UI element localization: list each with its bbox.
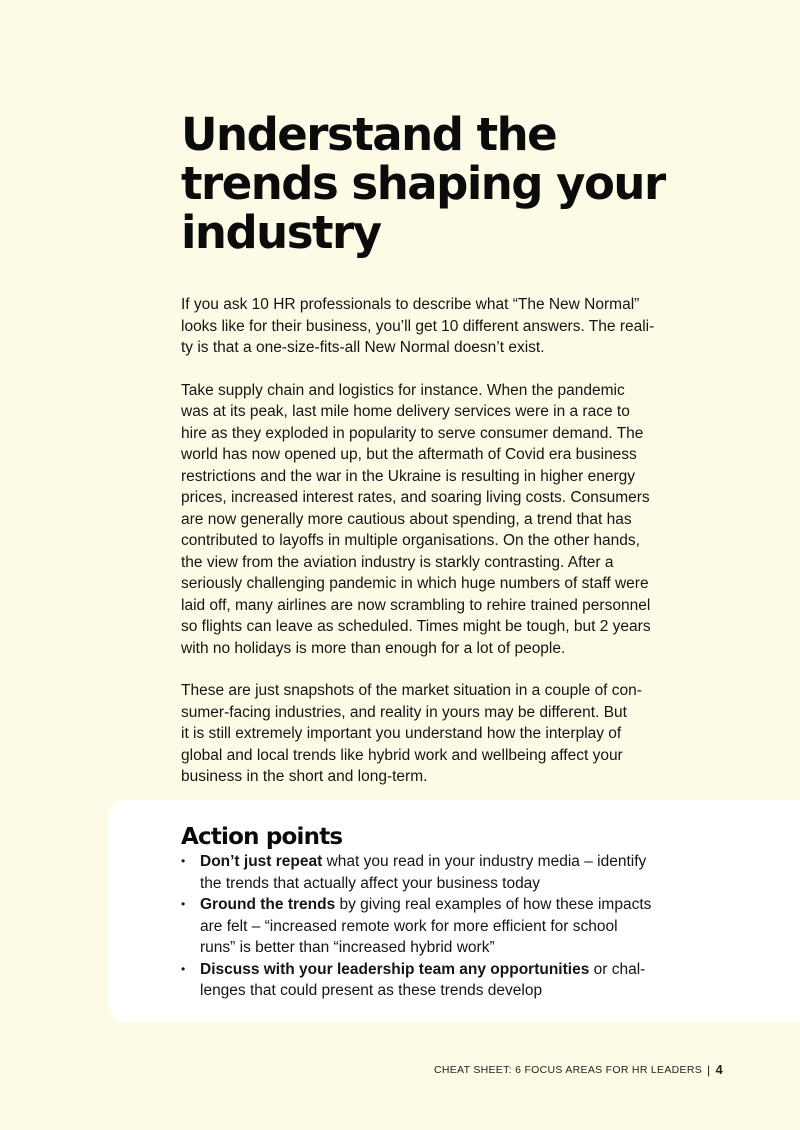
snapshots-paragraph (181, 680, 701, 788)
text-line: it is still extremely important you understand how the interplay of (181, 725, 622, 742)
text-line: Take supply chain and logistics for instance. When the pandemic (181, 381, 625, 399)
text-line: are now generally more cautious about spending, a trend that has (181, 510, 632, 528)
bullet-icon: • (181, 897, 186, 911)
body-text (181, 294, 701, 809)
action-point-emphasis: Ground the trends (200, 896, 336, 913)
text-line: lenges that could present as these trends develop (200, 982, 543, 999)
text-line: runs” is better than “increased hybrid work” (200, 939, 495, 956)
text-line: with no holidays is more than enough for a lot of people. (181, 639, 566, 657)
text-line: restrictions and the war in the Ukraine is resulting in higher energy (181, 467, 636, 485)
footer-label: CHEAT SHEET: 6 FOCUS AREAS FOR HR LEADERS (433, 1063, 703, 1076)
text-line: contributed to layoffs in multiple organisations. On the other hands, (181, 532, 640, 549)
text-line: seriously challenging pandemic in which huge numbers of staff were (181, 575, 649, 592)
action-points-heading: Action points (181, 824, 343, 850)
text-line (200, 851, 721, 873)
bullet-icon: • (181, 961, 186, 976)
action-point-text: by giving real examples of how these impacts (335, 896, 652, 913)
text-line: was at its peak, last mile home delivery services were in a race to (181, 403, 630, 420)
action-point-item (181, 959, 721, 1002)
text-line: business in the short and long-term. (181, 768, 428, 785)
title-line: Understand the (181, 108, 557, 161)
page-title (181, 110, 701, 257)
text-line: If you ask 10 HR professionals to describe what “The New Normal” (181, 296, 640, 313)
bullet-icon: • (181, 854, 186, 868)
text-line: so flights can leave as scheduled. Times might be tough, but 2 years (181, 618, 651, 635)
footer-separator: | (707, 1062, 711, 1077)
text-line: global and local trends like hybrid work and wellbeing affect your (181, 746, 623, 764)
text-line (200, 894, 721, 916)
page-number: 4 (715, 1062, 723, 1077)
supply-chain-paragraph (181, 380, 701, 660)
title-line: trends shaping your (181, 157, 665, 210)
action-point-item (181, 851, 721, 894)
text-line: are felt – “increased remote work for more efficient for school (200, 917, 618, 935)
text-line: sumer-facing industries, and reality in yours may be different. But (181, 703, 627, 721)
text-line: the trends that actually affect your business today (200, 874, 541, 892)
action-point-emphasis: Don’t just repeat (200, 853, 323, 870)
title-line: industry (181, 206, 381, 259)
text-line: These are just snapshots of the market situation in a couple of con- (181, 682, 642, 699)
action-point-text: what you read in your industry media – identify (322, 853, 647, 870)
intro-paragraph (181, 294, 701, 359)
action-points-list (181, 851, 721, 1002)
action-point-item (181, 894, 721, 959)
action-point-emphasis: Discuss with your leadership team any opportunities (200, 960, 590, 978)
text-line: hire as they exploded in popularity to serve consumer demand. The (181, 424, 644, 442)
action-point-text: or chal- (589, 960, 646, 978)
text-line: the view from the aviation industry is starkly contrasting. After a (181, 553, 614, 571)
page-footer (434, 1062, 723, 1077)
text-line: prices, increased interest rates, and soaring living costs. Consumers (181, 489, 650, 506)
text-line (200, 959, 721, 981)
text-line: world has now opened up, but the aftermath of Covid era business (181, 446, 637, 463)
text-line: ty is that a one-size-fits-all New Normal doesn’t exist. (181, 339, 545, 356)
text-line: looks like for their business, you’ll get 10 different answers. The reali- (181, 317, 655, 335)
text-line: laid off, many airlines are now scrambling to rehire trained personnel (181, 596, 651, 614)
